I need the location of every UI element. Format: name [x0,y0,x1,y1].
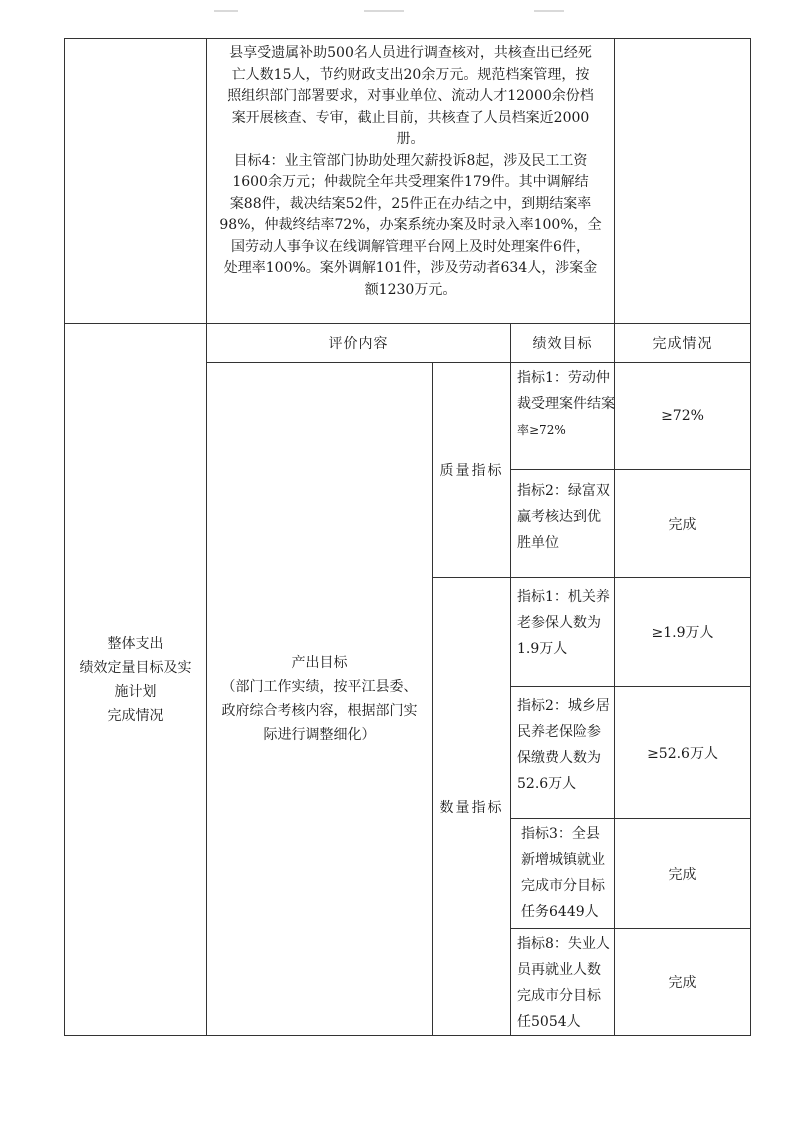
indicator-cell: 指标2：城乡居 民养老保险参 保缴费人数为 52.6万人 [511,687,615,819]
narrative-line: 案88件，裁决结案52件，25件正在办结之中，到期结案率 [229,195,592,212]
narrative-line: 处理率100%。案外调解101件，涉及劳动者634人，涉案金 [223,260,598,276]
header-row [65,324,751,363]
section-label: 整体支出 绩效定量目标及实 施计划 完成情况 [65,324,207,1036]
narrative-line: 县享受遗属补助500名人员进行调查核对，共核查出已经死 [229,45,592,61]
narrative-line: 额1230万元。 [364,281,457,298]
indicator-cell: 指标8：失业人 员再就业人数 完成市分目标 任5054人 [511,929,615,1036]
narrative-line: 册。 [396,131,425,147]
narrative-line: 案开展核查、专审，截止目前，共核查了人员档案近2000 [231,109,590,126]
narrative-line: 1600余万元；仲裁院全年共受理案件179件。其中调解结 [232,174,589,190]
status-cell: ≥1.9万人 [615,578,751,687]
output-goal: 产出目标 （部门工作实绩，按平江县委、 政府综合考核内容，根据部门实 际进行调整细化） [207,363,433,1036]
indicator-cell: 指标1：劳动仲 裁受理案件结案 率≥72% [511,363,615,470]
page-top-faint-marks [64,10,750,18]
header-status: 完成情况 [615,324,751,363]
indicator-cell: 指标1：机关养 老参保人数为 1.9万人 [511,578,615,687]
category-quantity: 数量指标 [433,578,511,1036]
narrative-line: 亡人数15人，节约财政支出20余万元。规范档案管理，按 [231,66,590,83]
narrative-left-blank [65,39,207,324]
category-quality: 质量指标 [433,363,511,578]
narrative-line: 国劳动人事争议在线调解管理平台网上及时处理案件6件， [231,238,590,255]
header-target: 绩效目标 [511,324,615,363]
narrative-line: 照组织部门部署要求，对事业单位、流动人才12000余份档 [227,88,594,104]
indicator-cell: 指标2：绿富双 赢考核达到优 胜单位 [511,470,615,578]
status-cell: 完成 [615,929,751,1036]
status-cell: 完成 [615,819,751,929]
status-cell: 完成 [615,470,751,578]
narrative-text [207,39,615,324]
status-cell: ≥72% [615,363,751,470]
performance-table [64,38,751,1036]
status-cell: ≥52.6万人 [615,687,751,819]
indicator-cell: 指标3：全县 新增城镇就业 完成市分目标 任务6449人 [511,819,615,929]
narrative-line: 目标4：业主管部门协助处理欠薪投诉8起，涉及民工工资 [233,152,588,169]
narrative-row [65,39,751,324]
narrative-right-blank [615,39,751,324]
narrative-line: 98%，仲裁终结率72%，办案系统办案及时录入率100%，全 [219,217,602,233]
header-evaluation: 评价内容 [207,324,511,363]
